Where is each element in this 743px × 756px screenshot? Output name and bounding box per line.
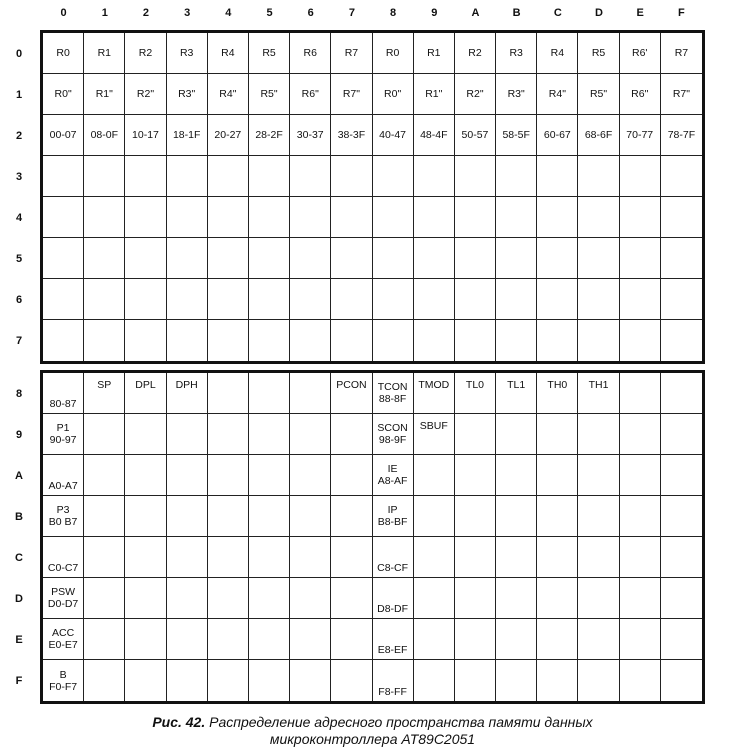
memory-cell: TH0 [537,373,578,414]
memory-cell: TH1 [578,373,619,414]
column-header: 5 [266,7,273,19]
memory-cell [578,537,619,578]
memory-cell [373,238,414,279]
memory-cell: R3 [167,33,208,74]
memory-cell: DPL [125,373,166,414]
column-header: 7 [348,7,355,19]
memory-cell: R5 [249,33,290,74]
memory-cell [125,578,166,619]
memory-cell: 08-0F [84,115,125,156]
memory-cell [331,496,372,537]
memory-cell [208,320,249,361]
memory-cell: R1 [84,33,125,74]
memory-cell [249,496,290,537]
memory-cell [167,660,208,701]
row-header: 3 [15,170,23,183]
memory-cell: R6" [290,74,331,115]
memory-cell: R3" [496,74,537,115]
memory-cell: 80-87 [43,373,84,414]
memory-cell [455,197,496,238]
memory-cell [331,660,372,701]
memory-cell [290,320,331,361]
memory-cell [620,373,661,414]
memory-cell [125,660,166,701]
row-header: 7 [15,334,23,347]
memory-cell [125,279,166,320]
memory-cell [578,156,619,197]
memory-cell: R6 [290,33,331,74]
memory-cell [661,537,702,578]
memory-cell [496,279,537,320]
row-header: 6 [15,293,23,306]
memory-cell [43,279,84,320]
memory-cell [373,279,414,320]
memory-cell [578,578,619,619]
memory-cell [455,279,496,320]
memory-cell: DPH [167,373,208,414]
memory-cell: R4 [208,33,249,74]
memory-cell [249,619,290,660]
memory-cell [537,320,578,361]
memory-cell [496,320,537,361]
memory-cell [84,455,125,496]
memory-cell: PSW D0-D7 [43,578,84,619]
memory-cell: R1" [84,74,125,115]
register-bank-grid [40,30,705,364]
column-header: F [678,7,685,19]
memory-cell [578,619,619,660]
memory-cell: ACC E0-E7 [43,619,84,660]
memory-cell [578,455,619,496]
memory-cell [84,279,125,320]
memory-cell: IP B8-BF [373,496,414,537]
memory-cell [290,156,331,197]
memory-cell [620,156,661,197]
row-header: 0 [15,47,23,60]
memory-cell [455,578,496,619]
column-header: 3 [184,7,191,19]
memory-cell [125,238,166,279]
memory-cell: 68-6F [578,115,619,156]
memory-cell [661,320,702,361]
memory-cell [373,197,414,238]
memory-cell: SP [84,373,125,414]
row-header: B [15,510,23,523]
memory-cell: TL0 [455,373,496,414]
memory-cell: R7 [331,33,372,74]
memory-cell [167,578,208,619]
memory-cell [620,455,661,496]
memory-cell: R2" [455,74,496,115]
memory-cell [167,537,208,578]
row-header: E [15,633,23,646]
memory-cell [578,238,619,279]
memory-cell: R7" [661,74,702,115]
memory-cell: TL1 [496,373,537,414]
memory-cell: 18-1F [167,115,208,156]
memory-cell [496,660,537,701]
row-header: D [15,592,23,605]
memory-cell: 20-27 [208,115,249,156]
figure-caption-line1 [40,714,705,730]
column-header: A [471,7,480,19]
memory-cell [290,619,331,660]
row-header: 4 [15,211,23,224]
memory-cell [455,660,496,701]
column-header: 8 [390,7,397,19]
memory-cell [331,455,372,496]
memory-cell [661,455,702,496]
memory-cell [290,279,331,320]
memory-cell [620,660,661,701]
memory-cell [537,619,578,660]
memory-cell: R5 [578,33,619,74]
memory-cell [167,320,208,361]
memory-cell: R3 [496,33,537,74]
memory-cell [620,619,661,660]
memory-cell [331,320,372,361]
memory-cell: 60-67 [537,115,578,156]
memory-cell: SCON 98-9F [373,414,414,455]
memory-cell [125,414,166,455]
memory-cell [578,197,619,238]
memory-cell: R6" [620,74,661,115]
memory-cell: P3 B0 B7 [43,496,84,537]
memory-cell [661,238,702,279]
memory-cell: E8-EF [373,619,414,660]
memory-cell [455,537,496,578]
memory-cell: 78-7F [661,115,702,156]
memory-cell [290,578,331,619]
memory-cell [537,279,578,320]
memory-cell [414,537,455,578]
memory-cell: R2" [125,74,166,115]
memory-cell [125,496,166,537]
memory-cell [414,660,455,701]
memory-cell: B F0-F7 [43,660,84,701]
memory-cell [620,238,661,279]
memory-cell [208,197,249,238]
memory-cell [578,414,619,455]
memory-cell [167,619,208,660]
memory-cell [167,197,208,238]
memory-cell: SBUF [414,414,455,455]
memory-cell: R2 [125,33,166,74]
memory-cell [496,414,537,455]
memory-cell [167,238,208,279]
memory-cell [455,619,496,660]
memory-cell: C8-CF [373,537,414,578]
memory-cell [208,279,249,320]
memory-cell [290,414,331,455]
memory-cell: TMOD [414,373,455,414]
column-header: 9 [431,7,438,19]
memory-cell [496,197,537,238]
caption-text-1: Распределение адресного пространства памяти данных [205,714,593,730]
memory-cell [414,197,455,238]
memory-cell: 70-77 [620,115,661,156]
memory-cell [125,537,166,578]
memory-cell: R0" [43,74,84,115]
memory-cell [84,156,125,197]
memory-cell [414,619,455,660]
memory-cell [414,578,455,619]
memory-cell [414,238,455,279]
memory-cell: D8-DF [373,578,414,619]
memory-cell: A0-A7 [43,455,84,496]
memory-cell: R5" [578,74,619,115]
memory-cell: IE A8-AF [373,455,414,496]
memory-cell: 40-47 [373,115,414,156]
memory-cell [496,496,537,537]
row-header: 9 [15,428,23,441]
column-header: 1 [101,7,108,19]
memory-cell [249,156,290,197]
memory-cell [455,156,496,197]
memory-cell [620,320,661,361]
memory-cell [661,414,702,455]
memory-cell [373,156,414,197]
memory-cell [620,197,661,238]
memory-cell [661,619,702,660]
row-header: A [15,469,23,482]
memory-cell [167,156,208,197]
memory-cell [537,455,578,496]
memory-cell [249,578,290,619]
memory-cell [414,455,455,496]
memory-cell [290,496,331,537]
memory-cell: R0 [43,33,84,74]
memory-cell [125,156,166,197]
memory-cell [167,414,208,455]
memory-cell [455,496,496,537]
memory-cell [578,496,619,537]
row-header: 8 [15,387,23,400]
memory-cell [84,578,125,619]
memory-cell [578,279,619,320]
row-header: 1 [15,88,23,101]
memory-cell [84,619,125,660]
memory-cell: 30-37 [290,115,331,156]
memory-cell [496,578,537,619]
memory-cell: R1" [414,74,455,115]
memory-cell [496,537,537,578]
memory-cell: R0 [373,33,414,74]
memory-cell [290,455,331,496]
memory-cell [208,619,249,660]
row-header: 5 [15,252,23,265]
memory-cell [84,660,125,701]
column-header: 0 [60,7,67,19]
column-header: B [512,7,521,19]
memory-cell [290,197,331,238]
memory-cell [208,156,249,197]
memory-cell: R1 [414,33,455,74]
memory-cell [249,279,290,320]
memory-cell [249,537,290,578]
memory-cell [537,578,578,619]
memory-cell [620,414,661,455]
figure-caption-line2: микроконтроллера AT89C2051 [269,731,476,747]
memory-cell [331,279,372,320]
memory-cell [249,660,290,701]
memory-cell [620,537,661,578]
memory-cell [208,455,249,496]
memory-cell: C0-C7 [43,537,84,578]
memory-cell [537,197,578,238]
memory-cell [414,156,455,197]
memory-cell [661,373,702,414]
memory-cell [331,578,372,619]
column-header: 6 [307,7,314,19]
figure-label: Рис. 42. [152,714,206,730]
memory-cell [537,537,578,578]
memory-cell [208,238,249,279]
memory-cell: 38-3F [331,115,372,156]
memory-cell: 58-5F [496,115,537,156]
memory-cell [43,197,84,238]
memory-cell [331,197,372,238]
memory-cell: F8-FF [373,660,414,701]
memory-cell [331,238,372,279]
memory-cell: R0" [373,74,414,115]
memory-cell [496,455,537,496]
row-header: 2 [15,129,23,142]
memory-cell [208,496,249,537]
memory-cell [167,455,208,496]
memory-cell [290,373,331,414]
memory-cell [249,414,290,455]
memory-cell [537,238,578,279]
memory-cell [249,373,290,414]
memory-cell [331,156,372,197]
column-header: 4 [225,7,232,19]
memory-cell [537,496,578,537]
memory-cell: R5" [249,74,290,115]
memory-cell [537,156,578,197]
memory-cell [414,320,455,361]
memory-cell: R4" [537,74,578,115]
memory-cell [84,537,125,578]
memory-cell [455,320,496,361]
memory-cell: R3" [167,74,208,115]
memory-cell: R4 [537,33,578,74]
memory-cell [661,197,702,238]
memory-cell [43,238,84,279]
memory-cell [455,238,496,279]
memory-cell [290,537,331,578]
memory-cell [125,197,166,238]
memory-cell: 10-17 [125,115,166,156]
memory-cell [249,320,290,361]
memory-cell [620,279,661,320]
column-header: E [636,7,644,19]
memory-cell [125,619,166,660]
memory-cell [84,238,125,279]
memory-cell: R2 [455,33,496,74]
memory-cell: 28-2F [249,115,290,156]
memory-cell [455,414,496,455]
memory-cell [208,537,249,578]
memory-cell [43,156,84,197]
memory-cell [208,373,249,414]
memory-cell [43,320,84,361]
column-header: C [553,7,562,19]
memory-cell [455,455,496,496]
memory-cell: R7 [661,33,702,74]
memory-cell [661,279,702,320]
memory-cell [578,320,619,361]
memory-cell [125,320,166,361]
memory-cell: 50-57 [455,115,496,156]
row-header: C [15,551,23,564]
memory-cell [620,496,661,537]
memory-cell [661,496,702,537]
memory-cell [331,414,372,455]
memory-cell: P1 90-97 [43,414,84,455]
memory-cell [208,414,249,455]
memory-cell [661,156,702,197]
column-header: 2 [142,7,150,19]
memory-cell [84,414,125,455]
memory-cell [496,238,537,279]
memory-cell: 48-4F [414,115,455,156]
column-header: D [595,7,603,19]
memory-cell [249,238,290,279]
memory-cell [537,414,578,455]
memory-cell [537,660,578,701]
memory-cell: R6' [620,33,661,74]
memory-cell [167,496,208,537]
memory-cell [125,455,166,496]
row-header: F [15,674,23,687]
memory-cell [208,578,249,619]
memory-cell [84,496,125,537]
memory-cell [496,619,537,660]
memory-cell [84,197,125,238]
memory-cell: 00-07 [43,115,84,156]
memory-cell [373,320,414,361]
memory-cell [331,537,372,578]
memory-cell [84,320,125,361]
memory-cell [661,660,702,701]
memory-cell: PCON [331,373,372,414]
memory-cell [620,578,661,619]
sfr-grid [40,370,705,704]
memory-cell [414,496,455,537]
memory-cell [249,455,290,496]
memory-cell [290,660,331,701]
memory-cell [290,238,331,279]
memory-cell [661,578,702,619]
memory-cell [414,279,455,320]
memory-cell: TCON 88-8F [373,373,414,414]
memory-cell [331,619,372,660]
memory-cell [496,156,537,197]
memory-cell [249,197,290,238]
memory-cell [208,660,249,701]
memory-cell [167,279,208,320]
memory-cell: R7" [331,74,372,115]
memory-cell [578,660,619,701]
memory-cell: R4" [208,74,249,115]
